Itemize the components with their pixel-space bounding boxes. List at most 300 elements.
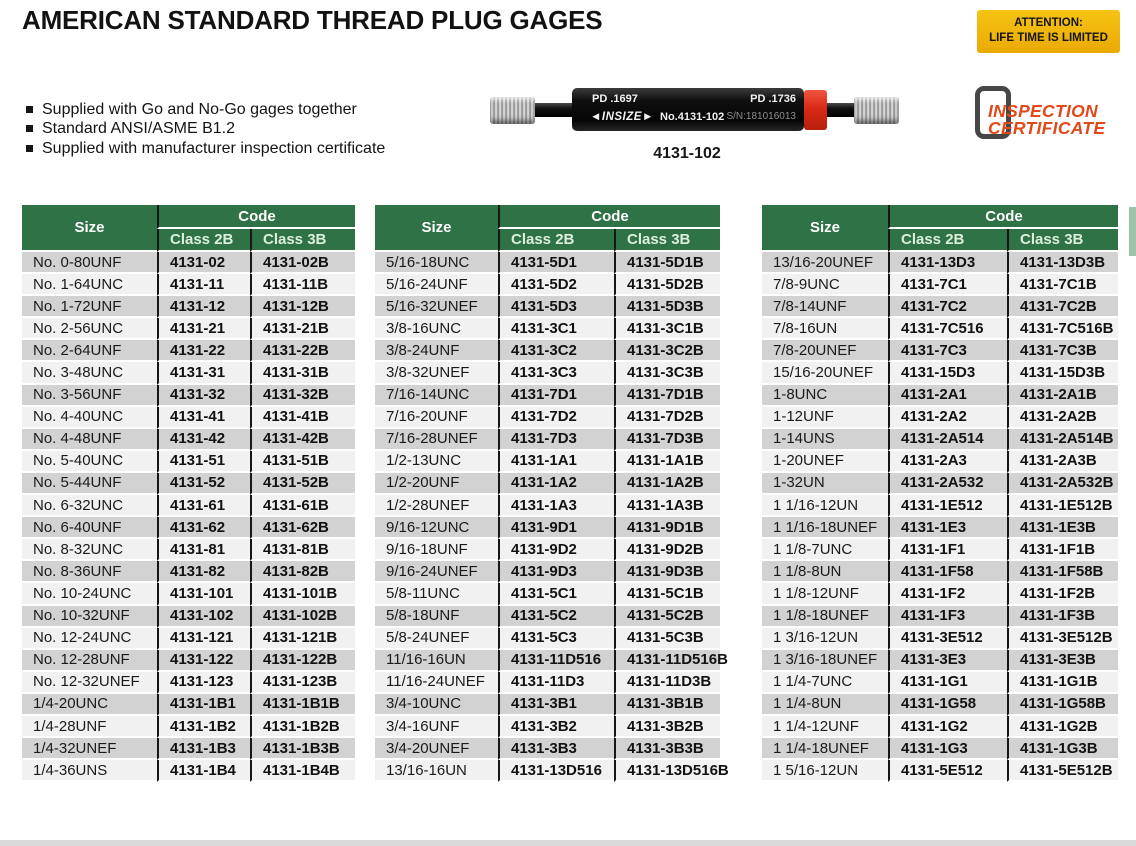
size-cell: 1 1/4-8UN xyxy=(762,694,888,716)
size-cell: 7/8-9UNC xyxy=(762,274,888,296)
size-cell: 1 1/16-12UN xyxy=(762,495,888,517)
code-cell: 4131-82B xyxy=(250,561,355,583)
table-row xyxy=(762,274,1118,296)
code-cell: 4131-62 xyxy=(157,517,250,539)
code-cell: 4131-3C2B xyxy=(614,340,720,362)
table-row xyxy=(22,650,355,672)
table-row xyxy=(762,561,1118,583)
code-cell: 4131-9D3B xyxy=(614,561,720,583)
size-column-header: Size xyxy=(22,205,157,252)
code-cell: 4131-2A1B xyxy=(1007,385,1118,407)
code-cell: 4131-3C3B xyxy=(614,362,720,384)
gage-pd-right-label: PD .1736 xyxy=(750,93,796,105)
code-cell: 4131-15D3B xyxy=(1007,362,1118,384)
table-row xyxy=(22,473,355,495)
size-cell: 1/4-36UNS xyxy=(22,760,157,782)
code-cell: 4131-2A532 xyxy=(888,473,1007,495)
code-cell: 4131-102B xyxy=(250,606,355,628)
code-column-header: Code xyxy=(888,205,1118,229)
table-row xyxy=(762,539,1118,561)
table-row xyxy=(375,362,720,384)
size-cell: No. 3-56UNF xyxy=(22,385,157,407)
code-cell: 4131-1G3 xyxy=(888,738,1007,760)
size-cell: No. 6-40UNF xyxy=(22,517,157,539)
table-row xyxy=(762,252,1118,274)
code-cell: 4131-3C3 xyxy=(498,362,614,384)
page-bottom-strip xyxy=(0,840,1136,846)
page-title: AMERICAN STANDARD THREAD PLUG GAGES xyxy=(22,5,603,35)
code-cell: 4131-1F58B xyxy=(1007,561,1118,583)
bullet-text: Supplied with manufacturer inspection certificate xyxy=(42,139,386,157)
table-row xyxy=(762,583,1118,605)
size-cell: 9/16-12UNC xyxy=(375,517,498,539)
code-cell: 4131-11D516 xyxy=(498,650,614,672)
code-cell: 4131-7D2 xyxy=(498,407,614,429)
size-cell: 3/4-10UNC xyxy=(375,694,498,716)
code-cell: 4131-1B2 xyxy=(157,716,250,738)
code-cell: 4131-7C516 xyxy=(888,318,1007,340)
table-row xyxy=(375,495,720,517)
table-row xyxy=(375,539,720,561)
size-cell: 1-12UNF xyxy=(762,407,888,429)
size-cell: No. 2-64UNF xyxy=(22,340,157,362)
cropped-table-edge xyxy=(1129,207,1136,256)
table-row xyxy=(375,561,720,583)
table-row xyxy=(762,760,1118,782)
table-row xyxy=(762,385,1118,407)
table-row xyxy=(22,606,355,628)
size-cell: 1 3/16-12UN xyxy=(762,628,888,650)
code-cell: 4131-81 xyxy=(157,539,250,561)
size-cell: 13/16-20UNEF xyxy=(762,252,888,274)
class3b-column-header: Class 3B xyxy=(614,229,720,252)
code-cell: 4131-1B4B xyxy=(250,760,355,782)
code-cell: 4131-1F2B xyxy=(1007,583,1118,605)
attention-line1: ATTENTION: xyxy=(1014,17,1083,29)
size-cell: 3/8-24UNF xyxy=(375,340,498,362)
code-cell: 4131-3E512B xyxy=(1007,628,1118,650)
code-cell: 4131-122 xyxy=(157,650,250,672)
code-cell: 4131-9D2 xyxy=(498,539,614,561)
code-cell: 4131-11D516B xyxy=(614,650,720,672)
table-row xyxy=(375,296,720,318)
code-cell: 4131-3C2 xyxy=(498,340,614,362)
size-cell: 7/8-14UNF xyxy=(762,296,888,318)
table-row xyxy=(22,672,355,694)
code-cell: 4131-7C1 xyxy=(888,274,1007,296)
table-row xyxy=(22,340,355,362)
code-cell: 4131-1G1 xyxy=(888,672,1007,694)
code-cell: 4131-2A1 xyxy=(888,385,1007,407)
code-cell: 4131-3B3 xyxy=(498,738,614,760)
code-cell: 4131-61 xyxy=(157,495,250,517)
table-row xyxy=(22,517,355,539)
code-cell: 4131-42B xyxy=(250,429,355,451)
code-cell: 4131-3C1 xyxy=(498,318,614,340)
code-cell: 4131-5C3B xyxy=(614,628,720,650)
class3b-column-header: Class 3B xyxy=(1007,229,1118,252)
code-cell: 4131-1A2 xyxy=(498,473,614,495)
code-cell: 4131-52B xyxy=(250,473,355,495)
code-cell: 4131-12 xyxy=(157,296,250,318)
code-cell: 4131-02B xyxy=(250,252,355,274)
size-cell: No. 5-44UNF xyxy=(22,473,157,495)
code-cell: 4131-1E3B xyxy=(1007,517,1118,539)
size-cell: 1 3/16-18UNEF xyxy=(762,650,888,672)
table-row xyxy=(22,451,355,473)
certificate-line1: INSPECTION xyxy=(988,101,1098,121)
code-cell: 4131-02 xyxy=(157,252,250,274)
code-cell: 4131-1B3B xyxy=(250,738,355,760)
gage-nogo-red-band xyxy=(804,90,827,130)
gage-shaft-left xyxy=(535,103,572,117)
code-cell: 4131-101 xyxy=(157,583,250,605)
code-cell: 4131-1A3 xyxy=(498,495,614,517)
code-cell: 4131-1G3B xyxy=(1007,738,1118,760)
code-cell: 4131-9D1 xyxy=(498,517,614,539)
size-cell: No. 12-32UNEF xyxy=(22,672,157,694)
size-cell: No. 0-80UNF xyxy=(22,252,157,274)
table-row xyxy=(22,385,355,407)
size-cell: 1 1/4-18UNEF xyxy=(762,738,888,760)
code-cell: 4131-7D1 xyxy=(498,385,614,407)
feature-bullet-list xyxy=(26,100,385,158)
code-cell: 4131-2A2 xyxy=(888,407,1007,429)
table-row xyxy=(762,716,1118,738)
size-cell: 1-20UNEF xyxy=(762,451,888,473)
gage-thread-right xyxy=(854,97,899,124)
code-cell: 4131-82 xyxy=(157,561,250,583)
code-cell: 4131-2A3 xyxy=(888,451,1007,473)
code-cell: 4131-3E3 xyxy=(888,650,1007,672)
code-cell: 4131-5C1 xyxy=(498,583,614,605)
size-cell: 5/16-32UNEF xyxy=(375,296,498,318)
class2b-column-header: Class 2B xyxy=(157,229,250,252)
table-row xyxy=(375,672,720,694)
gage-code-table-2 xyxy=(375,205,729,782)
code-cell: 4131-9D2B xyxy=(614,539,720,561)
code-cell: 4131-42 xyxy=(157,429,250,451)
bullet-square-icon xyxy=(26,125,33,132)
table-row xyxy=(375,650,720,672)
code-cell: 4131-3E3B xyxy=(1007,650,1118,672)
code-cell: 4131-21B xyxy=(250,318,355,340)
class3b-column-header: Class 3B xyxy=(250,229,355,252)
size-cell: No. 6-32UNC xyxy=(22,495,157,517)
attention-line2: LIFE TIME IS LIMITED xyxy=(989,32,1108,44)
table-row xyxy=(375,385,720,407)
code-cell: 4131-122B xyxy=(250,650,355,672)
size-cell: 1/2-28UNEF xyxy=(375,495,498,517)
code-cell: 4131-1G2 xyxy=(888,716,1007,738)
code-cell: 4131-9D1B xyxy=(614,517,720,539)
code-cell: 4131-13D3 xyxy=(888,252,1007,274)
code-cell: 4131-1E3 xyxy=(888,517,1007,539)
table-row xyxy=(762,672,1118,694)
table-row xyxy=(375,694,720,716)
table-row xyxy=(22,760,355,782)
code-cell: 4131-123B xyxy=(250,672,355,694)
table-row xyxy=(22,274,355,296)
size-cell: 3/8-16UNC xyxy=(375,318,498,340)
code-cell: 4131-7C3 xyxy=(888,340,1007,362)
code-cell: 4131-5C1B xyxy=(614,583,720,605)
table-row xyxy=(762,495,1118,517)
code-cell: 4131-1F2 xyxy=(888,583,1007,605)
bullet-square-icon xyxy=(26,145,33,152)
code-cell: 4131-1F1 xyxy=(888,539,1007,561)
code-cell: 4131-11B xyxy=(250,274,355,296)
class2b-column-header: Class 2B xyxy=(888,229,1007,252)
table-row xyxy=(375,628,720,650)
table-row xyxy=(375,451,720,473)
code-cell: 4131-5D1 xyxy=(498,252,614,274)
gage-shaft-right xyxy=(827,103,854,117)
code-cell: 4131-7C2B xyxy=(1007,296,1118,318)
table-row xyxy=(375,738,720,760)
code-cell: 4131-1A1B xyxy=(614,451,720,473)
table-row xyxy=(762,650,1118,672)
code-cell: 4131-1B1B xyxy=(250,694,355,716)
code-cell: 4131-3B1 xyxy=(498,694,614,716)
size-cell: No. 4-48UNF xyxy=(22,429,157,451)
code-cell: 4131-31B xyxy=(250,362,355,384)
table-row xyxy=(22,539,355,561)
size-cell: No. 4-40UNC xyxy=(22,407,157,429)
code-cell: 4131-5D3B xyxy=(614,296,720,318)
gage-pd-left-label: PD .1697 xyxy=(592,93,638,105)
code-cell: 4131-1B4 xyxy=(157,760,250,782)
code-cell: 4131-5D2 xyxy=(498,274,614,296)
code-cell: 4131-13D516 xyxy=(498,760,614,782)
table-row xyxy=(22,583,355,605)
table-row xyxy=(762,451,1118,473)
table-row xyxy=(375,407,720,429)
table-row xyxy=(22,318,355,340)
table-row xyxy=(762,628,1118,650)
code-cell: 4131-5E512 xyxy=(888,760,1007,782)
code-cell: 4131-1B2B xyxy=(250,716,355,738)
size-cell: 1 1/4-7UNC xyxy=(762,672,888,694)
code-cell: 4131-1E512B xyxy=(1007,495,1118,517)
code-cell: 4131-61B xyxy=(250,495,355,517)
size-cell: 1/4-32UNEF xyxy=(22,738,157,760)
table-row xyxy=(762,517,1118,539)
table-row xyxy=(762,407,1118,429)
size-cell: 1/4-28UNF xyxy=(22,716,157,738)
code-cell: 4131-13D516B xyxy=(614,760,720,782)
code-cell: 4131-121B xyxy=(250,628,355,650)
code-cell: 4131-51B xyxy=(250,451,355,473)
table-row xyxy=(22,495,355,517)
code-cell: 4131-1E512 xyxy=(888,495,1007,517)
bullet-square-icon xyxy=(26,106,33,113)
code-cell: 4131-1A3B xyxy=(614,495,720,517)
code-cell: 4131-5D2B xyxy=(614,274,720,296)
table-row xyxy=(762,606,1118,628)
table-row xyxy=(22,407,355,429)
code-cell: 4131-1G58B xyxy=(1007,694,1118,716)
code-column-header: Code xyxy=(498,205,720,229)
table-row xyxy=(375,274,720,296)
size-cell: 7/8-20UNEF xyxy=(762,340,888,362)
table-row xyxy=(22,716,355,738)
code-cell: 4131-123 xyxy=(157,672,250,694)
size-cell: 1 1/8-12UNF xyxy=(762,583,888,605)
size-cell: No. 1-64UNC xyxy=(22,274,157,296)
code-cell: 4131-7C2 xyxy=(888,296,1007,318)
code-cell: 4131-7D3B xyxy=(614,429,720,451)
attention-badge xyxy=(977,10,1120,53)
table-row xyxy=(762,318,1118,340)
size-cell: 3/4-20UNEF xyxy=(375,738,498,760)
size-cell: 1/4-20UNC xyxy=(22,694,157,716)
code-cell: 4131-7D1B xyxy=(614,385,720,407)
code-cell: 4131-1A1 xyxy=(498,451,614,473)
size-cell: No. 5-40UNC xyxy=(22,451,157,473)
size-column-header: Size xyxy=(375,205,498,252)
size-cell: 5/8-24UNEF xyxy=(375,628,498,650)
size-column-header: Size xyxy=(762,205,888,252)
table-row xyxy=(762,340,1118,362)
size-cell: 3/8-32UNEF xyxy=(375,362,498,384)
size-cell: 1-8UNC xyxy=(762,385,888,407)
size-cell: 1/2-20UNF xyxy=(375,473,498,495)
size-cell: 7/16-20UNF xyxy=(375,407,498,429)
table-row xyxy=(762,738,1118,760)
code-cell: 4131-62B xyxy=(250,517,355,539)
code-cell: 4131-41 xyxy=(157,407,250,429)
gage-code-table-1 xyxy=(22,205,355,782)
code-cell: 4131-7C516B xyxy=(1007,318,1118,340)
code-cell: 4131-1G58 xyxy=(888,694,1007,716)
code-cell: 4131-5E512B xyxy=(1007,760,1118,782)
code-cell: 4131-81B xyxy=(250,539,355,561)
table-row xyxy=(22,738,355,760)
code-cell: 4131-21 xyxy=(157,318,250,340)
table-row xyxy=(375,583,720,605)
code-cell: 4131-121 xyxy=(157,628,250,650)
code-cell: 4131-13D3B xyxy=(1007,252,1118,274)
size-cell: 1 1/8-7UNC xyxy=(762,539,888,561)
code-cell: 4131-3B2B xyxy=(614,716,720,738)
inspection-certificate-badge xyxy=(968,84,1133,148)
code-cell: 4131-1G2B xyxy=(1007,716,1118,738)
size-cell: No. 8-32UNC xyxy=(22,539,157,561)
code-cell: 4131-3B3B xyxy=(614,738,720,760)
code-cell: 4131-11D3B xyxy=(614,672,720,694)
code-cell: 4131-22B xyxy=(250,340,355,362)
table-row xyxy=(762,296,1118,318)
code-cell: 4131-12B xyxy=(250,296,355,318)
size-cell: No. 12-28UNF xyxy=(22,650,157,672)
code-cell: 4131-5D1B xyxy=(614,252,720,274)
table-row xyxy=(22,252,355,274)
code-cell: 4131-102 xyxy=(157,606,250,628)
table-row xyxy=(22,561,355,583)
size-cell: 1 1/8-8UN xyxy=(762,561,888,583)
size-cell: 1-32UN xyxy=(762,473,888,495)
table-row xyxy=(375,429,720,451)
table-row xyxy=(22,694,355,716)
code-cell: 4131-5C3 xyxy=(498,628,614,650)
insize-logo: ◄INSIZE► xyxy=(590,111,654,123)
code-cell: 4131-51 xyxy=(157,451,250,473)
code-cell: 4131-7D2B xyxy=(614,407,720,429)
bullet-item xyxy=(26,139,385,158)
code-cell: 4131-2A3B xyxy=(1007,451,1118,473)
size-cell: 7/8-16UN xyxy=(762,318,888,340)
size-cell: 7/16-14UNC xyxy=(375,385,498,407)
size-cell: 1 1/4-12UNF xyxy=(762,716,888,738)
size-cell: 9/16-24UNEF xyxy=(375,561,498,583)
code-cell: 4131-1F1B xyxy=(1007,539,1118,561)
code-cell: 4131-31 xyxy=(157,362,250,384)
size-cell: No. 10-32UNF xyxy=(22,606,157,628)
gage-code-table-3 xyxy=(762,205,1118,782)
gage-handle xyxy=(572,88,804,131)
table-row xyxy=(22,628,355,650)
code-cell: 4131-2A514 xyxy=(888,429,1007,451)
size-cell: 9/16-18UNF xyxy=(375,539,498,561)
code-cell: 4131-22 xyxy=(157,340,250,362)
certificate-line2: CERTIFICATE xyxy=(988,118,1106,138)
code-cell: 4131-41B xyxy=(250,407,355,429)
table-row xyxy=(375,473,720,495)
code-cell: 4131-3B1B xyxy=(614,694,720,716)
size-cell: No. 10-24UNC xyxy=(22,583,157,605)
code-cell: 4131-1G1B xyxy=(1007,672,1118,694)
bullet-item xyxy=(26,119,385,138)
size-cell: 1 1/8-18UNEF xyxy=(762,606,888,628)
code-cell: 4131-7D3 xyxy=(498,429,614,451)
table-row xyxy=(375,517,720,539)
code-cell: 4131-2A514B xyxy=(1007,429,1118,451)
code-cell: 4131-7C3B xyxy=(1007,340,1118,362)
size-cell: 5/8-18UNF xyxy=(375,606,498,628)
code-cell: 4131-32B xyxy=(250,385,355,407)
code-column-header: Code xyxy=(157,205,355,229)
size-cell: 5/8-11UNC xyxy=(375,583,498,605)
bullet-item xyxy=(26,100,385,119)
size-cell: 5/16-24UNF xyxy=(375,274,498,296)
code-cell: 4131-5D3 xyxy=(498,296,614,318)
code-cell: 4131-1B3 xyxy=(157,738,250,760)
table-row xyxy=(375,340,720,362)
code-cell: 4131-1F3B xyxy=(1007,606,1118,628)
gage-serial-label: S/N:181016013 xyxy=(726,111,796,122)
size-cell: 1/2-13UNC xyxy=(375,451,498,473)
size-cell: 13/16-16UN xyxy=(375,760,498,782)
code-cell: 4131-3C1B xyxy=(614,318,720,340)
table-row xyxy=(762,473,1118,495)
code-cell: 4131-52 xyxy=(157,473,250,495)
table-row xyxy=(22,296,355,318)
table-row xyxy=(375,606,720,628)
code-cell: 4131-3B2 xyxy=(498,716,614,738)
code-cell: 4131-1A2B xyxy=(614,473,720,495)
size-cell: 11/16-16UN xyxy=(375,650,498,672)
size-cell: No. 3-48UNC xyxy=(22,362,157,384)
size-cell: 15/16-20UNEF xyxy=(762,362,888,384)
size-cell: 7/16-28UNEF xyxy=(375,429,498,451)
code-cell: 4131-11D3 xyxy=(498,672,614,694)
code-cell: 4131-7C1B xyxy=(1007,274,1118,296)
bullet-text: Standard ANSI/ASME B1.2 xyxy=(42,120,235,138)
class2b-column-header: Class 2B xyxy=(498,229,614,252)
table-row xyxy=(375,760,720,782)
code-cell: 4131-15D3 xyxy=(888,362,1007,384)
